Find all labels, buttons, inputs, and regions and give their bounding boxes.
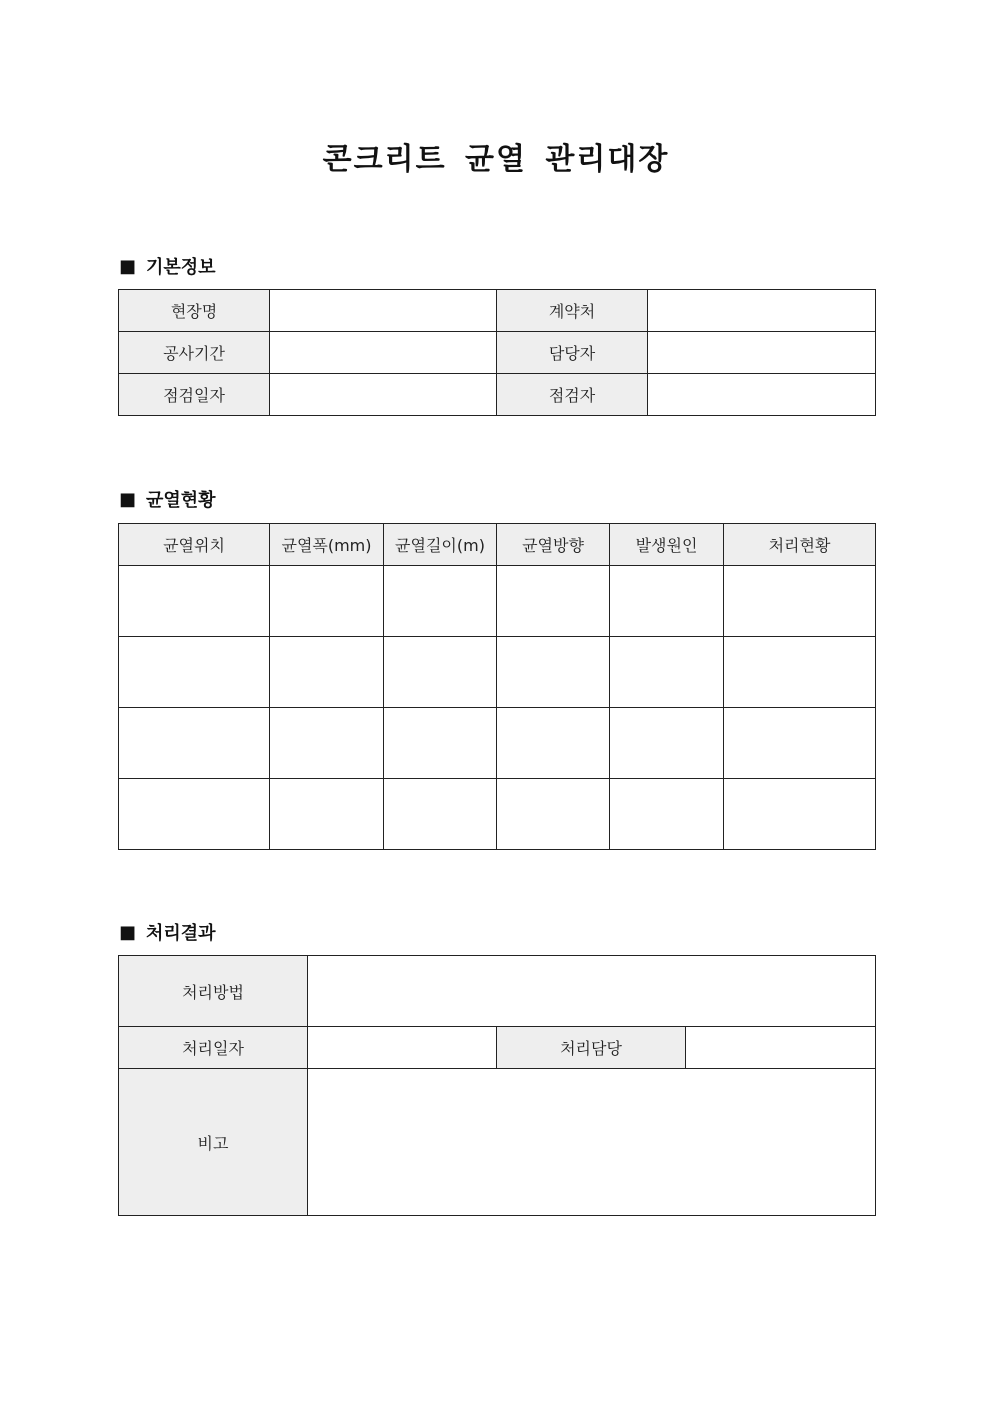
section-title-basic: 기본정보 xyxy=(146,257,216,278)
col-header-cause: 발생원인 xyxy=(610,524,724,566)
section-heading-basic xyxy=(119,253,216,279)
square-bullet-icon: ■ xyxy=(119,921,137,943)
field-inspection-date[interactable] xyxy=(270,374,497,416)
field-inspector[interactable] xyxy=(648,374,876,416)
field-manager[interactable] xyxy=(648,332,876,374)
label-period: 공사기간 xyxy=(119,332,270,374)
cell-location[interactable] xyxy=(119,637,270,708)
cell-treatment[interactable] xyxy=(724,779,876,850)
cell-direction[interactable] xyxy=(497,708,610,779)
label-inspection-date: 점검일자 xyxy=(119,374,270,416)
cell-cause[interactable] xyxy=(610,708,724,779)
cell-cause[interactable] xyxy=(610,779,724,850)
cell-length[interactable] xyxy=(384,637,497,708)
cell-width[interactable] xyxy=(270,779,384,850)
field-remarks[interactable] xyxy=(308,1069,876,1216)
cell-location[interactable] xyxy=(119,708,270,779)
square-bullet-icon: ■ xyxy=(119,255,137,277)
treatment-result-table xyxy=(118,955,876,1216)
cell-direction[interactable] xyxy=(497,637,610,708)
col-header-width: 균열폭(mm) xyxy=(270,524,384,566)
cell-cause[interactable] xyxy=(610,637,724,708)
page-title: 콘크리트 균열 관리대장 xyxy=(322,142,670,177)
col-header-treatment: 처리현황 xyxy=(724,524,876,566)
cell-location[interactable] xyxy=(119,566,270,637)
section-title-result: 처리결과 xyxy=(146,923,216,944)
cell-length[interactable] xyxy=(384,566,497,637)
cell-length[interactable] xyxy=(384,779,497,850)
label-manager: 담당자 xyxy=(497,332,648,374)
cell-direction[interactable] xyxy=(497,779,610,850)
label-inspector: 점검자 xyxy=(497,374,648,416)
field-site-name[interactable] xyxy=(270,290,497,332)
section-title-crack: 균열현황 xyxy=(146,490,216,511)
label-site-name: 현장명 xyxy=(119,290,270,332)
crack-status-table xyxy=(118,523,876,850)
label-treatment-date: 처리일자 xyxy=(119,1027,308,1069)
cell-cause[interactable] xyxy=(610,566,724,637)
table-row xyxy=(119,779,876,850)
col-header-direction: 균열방향 xyxy=(497,524,610,566)
cell-location[interactable] xyxy=(119,779,270,850)
cell-width[interactable] xyxy=(270,708,384,779)
cell-width[interactable] xyxy=(270,637,384,708)
cell-length[interactable] xyxy=(384,708,497,779)
cell-treatment[interactable] xyxy=(724,566,876,637)
cell-treatment[interactable] xyxy=(724,637,876,708)
cell-width[interactable] xyxy=(270,566,384,637)
table-row xyxy=(119,566,876,637)
section-heading-crack xyxy=(119,486,216,512)
table-row xyxy=(119,637,876,708)
cell-direction[interactable] xyxy=(497,566,610,637)
table-row xyxy=(119,708,876,779)
field-period[interactable] xyxy=(270,332,497,374)
label-method: 처리방법 xyxy=(119,956,308,1027)
cell-treatment[interactable] xyxy=(724,708,876,779)
label-treatment-person: 처리담당 xyxy=(497,1027,686,1069)
col-header-length: 균열길이(m) xyxy=(384,524,497,566)
col-header-location: 균열위치 xyxy=(119,524,270,566)
field-treatment-date[interactable] xyxy=(308,1027,497,1069)
section-heading-result xyxy=(119,919,216,945)
field-treatment-person[interactable] xyxy=(686,1027,876,1069)
basic-info-table xyxy=(118,289,876,416)
field-contractor[interactable] xyxy=(648,290,876,332)
label-contractor: 계약처 xyxy=(497,290,648,332)
field-method[interactable] xyxy=(308,956,876,1027)
square-bullet-icon: ■ xyxy=(119,488,137,510)
label-remarks: 비고 xyxy=(119,1069,308,1216)
